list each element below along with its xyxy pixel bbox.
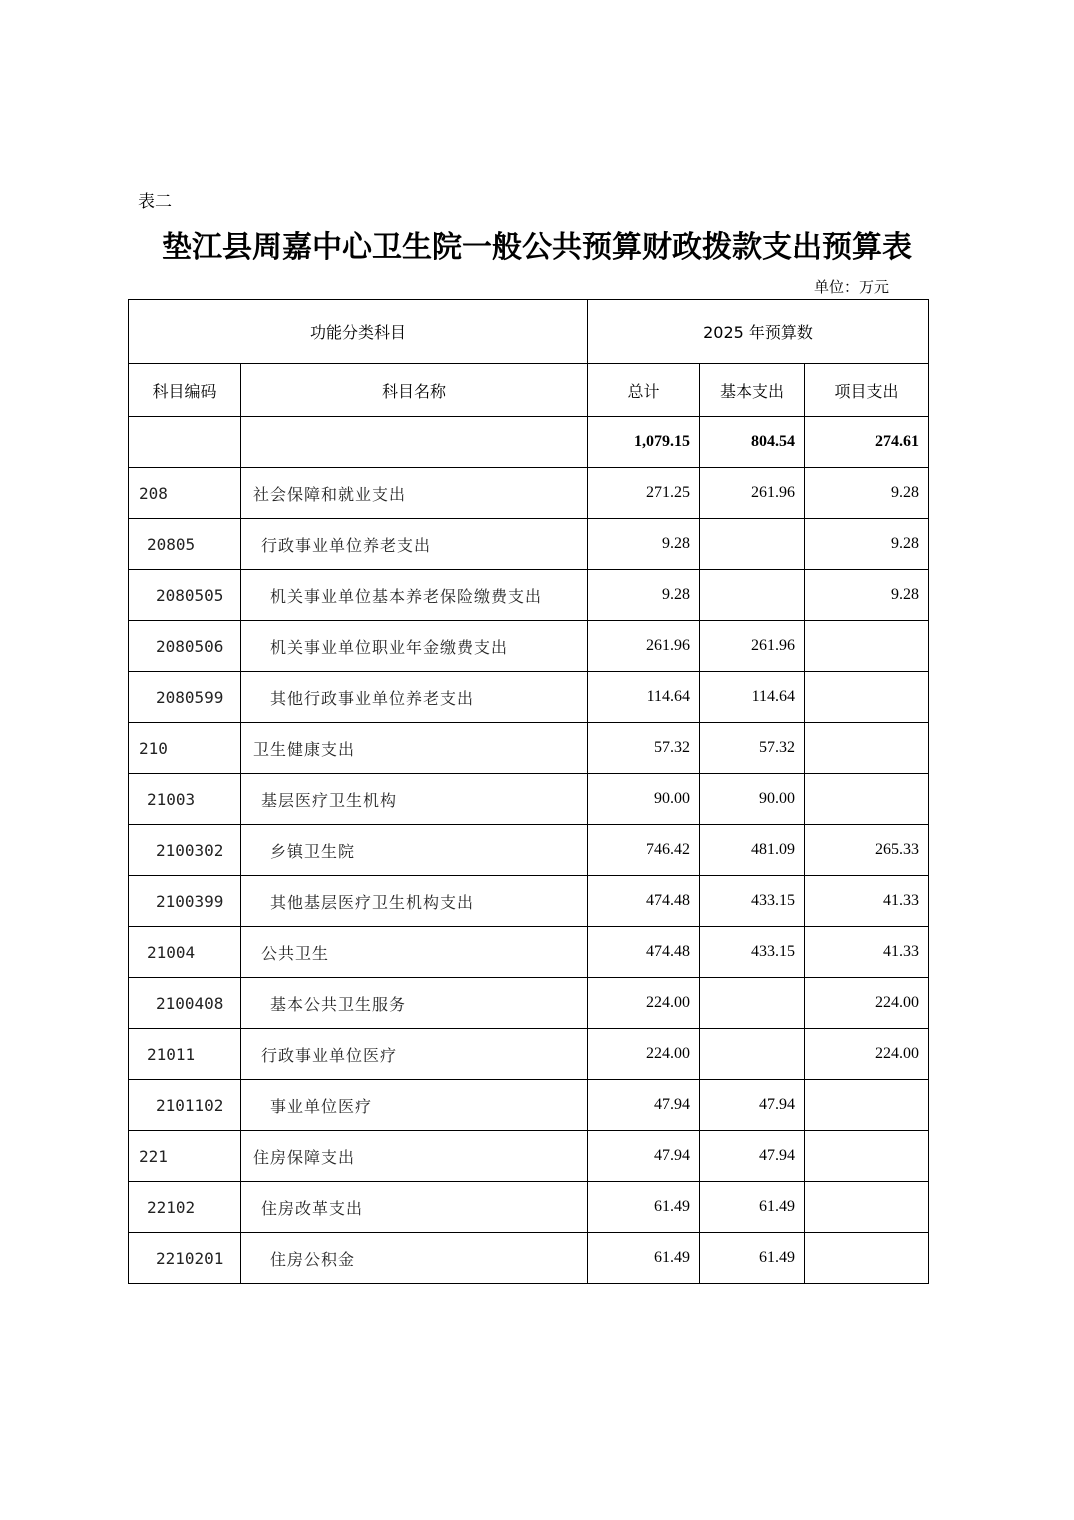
subject-code-cell: 22102 <box>129 1182 241 1233</box>
total-cell: 9.28 <box>588 570 700 621</box>
subject-name-cell: 公共卫生 <box>241 927 588 978</box>
project-expenditure-cell <box>805 774 929 825</box>
table-row <box>129 1131 929 1182</box>
subject-code-cell: 2100302 <box>129 825 241 876</box>
subject-code-cell: 2080599 <box>129 672 241 723</box>
table-row <box>129 621 929 672</box>
totals-name-cell <box>241 417 588 468</box>
subject-code-cell: 2080506 <box>129 621 241 672</box>
table-row <box>129 519 929 570</box>
subject-name-cell: 基本公共卫生服务 <box>241 978 588 1029</box>
subject-name-cell: 其他基层医疗卫生机构支出 <box>241 876 588 927</box>
header-project-expenditure: 项目支出 <box>805 364 929 417</box>
project-expenditure-cell: 224.00 <box>805 1029 929 1080</box>
subject-name-cell: 行政事业单位养老支出 <box>241 519 588 570</box>
subject-code-cell: 208 <box>129 468 241 519</box>
project-expenditure-cell: 9.28 <box>805 519 929 570</box>
subject-code-cell: 2210201 <box>129 1233 241 1284</box>
table-row <box>129 825 929 876</box>
subject-code-cell: 20805 <box>129 519 241 570</box>
basic-expenditure-cell <box>700 1029 805 1080</box>
subject-code-cell: 21011 <box>129 1029 241 1080</box>
subject-name-cell: 卫生健康支出 <box>241 723 588 774</box>
subject-name-cell: 乡镇卫生院 <box>241 825 588 876</box>
total-cell: 271.25 <box>588 468 700 519</box>
total-cell: 57.32 <box>588 723 700 774</box>
subject-code-cell: 2100399 <box>129 876 241 927</box>
project-expenditure-cell <box>805 1182 929 1233</box>
basic-expenditure-cell: 90.00 <box>700 774 805 825</box>
header-total: 总计 <box>588 364 700 417</box>
header-subject-code: 科目编码 <box>129 364 241 417</box>
project-expenditure-cell <box>805 621 929 672</box>
subject-code-cell: 21004 <box>129 927 241 978</box>
project-expenditure-cell: 224.00 <box>805 978 929 1029</box>
header-subject-name: 科目名称 <box>241 364 588 417</box>
table-row <box>129 672 929 723</box>
header-row-group <box>129 300 929 364</box>
header-functional-category: 功能分类科目 <box>129 300 588 364</box>
basic-expenditure-cell: 47.94 <box>700 1080 805 1131</box>
totals-total: 1,079.15 <box>588 417 700 468</box>
table-row <box>129 723 929 774</box>
table-row <box>129 1182 929 1233</box>
project-expenditure-cell <box>805 1080 929 1131</box>
basic-expenditure-cell: 47.94 <box>700 1131 805 1182</box>
total-cell: 114.64 <box>588 672 700 723</box>
subject-name-cell: 住房改革支出 <box>241 1182 588 1233</box>
subject-name-cell: 住房保障支出 <box>241 1131 588 1182</box>
subject-code-cell: 2101102 <box>129 1080 241 1131</box>
totals-row <box>129 417 929 468</box>
header-budget-year: 2025 年预算数 <box>588 300 929 364</box>
subject-code-cell: 21003 <box>129 774 241 825</box>
subject-name-cell: 机关事业单位基本养老保险缴费支出 <box>241 570 588 621</box>
totals-basic: 804.54 <box>700 417 805 468</box>
project-expenditure-cell <box>805 672 929 723</box>
table-row <box>129 1233 929 1284</box>
table-number-label: 表二 <box>138 192 172 212</box>
project-expenditure-cell <box>805 1131 929 1182</box>
basic-expenditure-cell: 261.96 <box>700 468 805 519</box>
basic-expenditure-cell: 261.96 <box>700 621 805 672</box>
total-cell: 746.42 <box>588 825 700 876</box>
basic-expenditure-cell: 433.15 <box>700 927 805 978</box>
total-cell: 474.48 <box>588 876 700 927</box>
total-cell: 224.00 <box>588 1029 700 1080</box>
project-expenditure-cell: 41.33 <box>805 927 929 978</box>
totals-project: 274.61 <box>805 417 929 468</box>
subject-name-cell: 机关事业单位职业年金缴费支出 <box>241 621 588 672</box>
totals-code-cell <box>129 417 241 468</box>
basic-expenditure-cell: 57.32 <box>700 723 805 774</box>
subject-name-cell: 社会保障和就业支出 <box>241 468 588 519</box>
subject-code-cell: 2080505 <box>129 570 241 621</box>
basic-expenditure-cell <box>700 978 805 1029</box>
subject-name-cell: 行政事业单位医疗 <box>241 1029 588 1080</box>
basic-expenditure-cell: 61.49 <box>700 1233 805 1284</box>
total-cell: 9.28 <box>588 519 700 570</box>
total-cell: 61.49 <box>588 1233 700 1284</box>
table-row <box>129 876 929 927</box>
basic-expenditure-cell: 61.49 <box>700 1182 805 1233</box>
total-cell: 474.48 <box>588 927 700 978</box>
table-row <box>129 774 929 825</box>
table-row <box>129 1029 929 1080</box>
table-row <box>129 978 929 1029</box>
subject-name-cell: 其他行政事业单位养老支出 <box>241 672 588 723</box>
table-row <box>129 927 929 978</box>
table-row <box>129 1080 929 1131</box>
subject-code-cell: 221 <box>129 1131 241 1182</box>
project-expenditure-cell: 9.28 <box>805 570 929 621</box>
basic-expenditure-cell: 114.64 <box>700 672 805 723</box>
total-cell: 224.00 <box>588 978 700 1029</box>
unit-label: 单位：万元 <box>814 278 890 296</box>
basic-expenditure-cell <box>700 570 805 621</box>
subject-name-cell: 基层医疗卫生机构 <box>241 774 588 825</box>
page-title: 垫江县周嘉中心卫生院一般公共预算财政拨款支出预算表 <box>162 230 912 265</box>
basic-expenditure-cell: 481.09 <box>700 825 805 876</box>
budget-table <box>128 299 929 1284</box>
project-expenditure-cell <box>805 1233 929 1284</box>
header-row-columns <box>129 364 929 417</box>
subject-code-cell: 2100408 <box>129 978 241 1029</box>
subject-name-cell: 住房公积金 <box>241 1233 588 1284</box>
total-cell: 47.94 <box>588 1131 700 1182</box>
total-cell: 47.94 <box>588 1080 700 1131</box>
subject-name-cell: 事业单位医疗 <box>241 1080 588 1131</box>
project-expenditure-cell: 265.33 <box>805 825 929 876</box>
total-cell: 90.00 <box>588 774 700 825</box>
project-expenditure-cell <box>805 723 929 774</box>
table-row <box>129 468 929 519</box>
subject-code-cell: 210 <box>129 723 241 774</box>
project-expenditure-cell: 9.28 <box>805 468 929 519</box>
project-expenditure-cell: 41.33 <box>805 876 929 927</box>
total-cell: 61.49 <box>588 1182 700 1233</box>
basic-expenditure-cell: 433.15 <box>700 876 805 927</box>
header-basic-expenditure: 基本支出 <box>700 364 805 417</box>
basic-expenditure-cell <box>700 519 805 570</box>
total-cell: 261.96 <box>588 621 700 672</box>
table-row <box>129 570 929 621</box>
